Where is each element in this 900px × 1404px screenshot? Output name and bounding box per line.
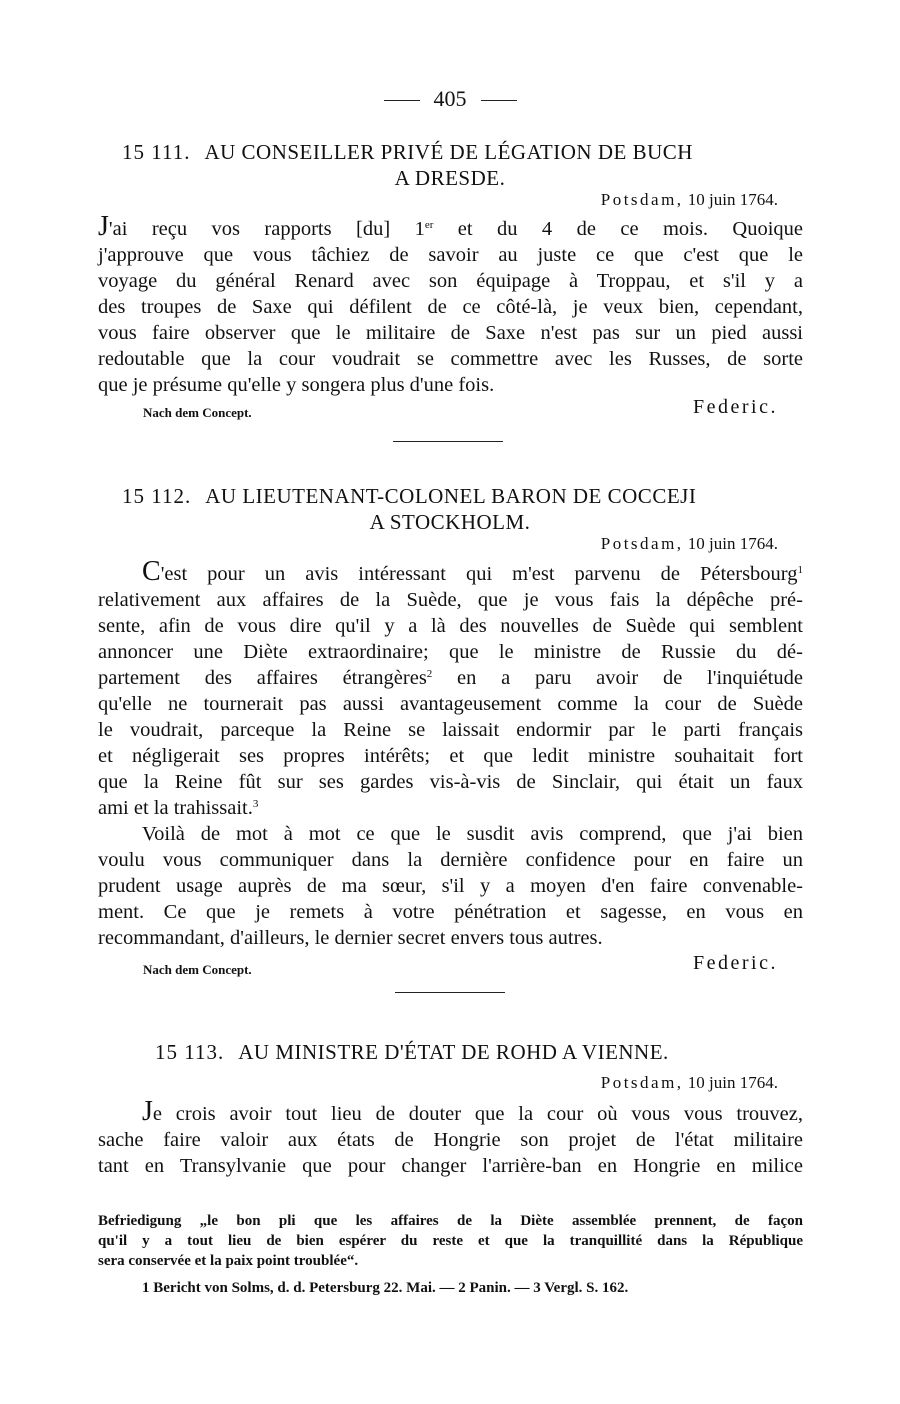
letter-number: 15 112. bbox=[122, 484, 192, 508]
text-line: vous faire observer que le militaire de Saxe n'est pas sur un pied aussi bbox=[98, 322, 803, 344]
text-line: ment. Ce que je remets à votre pénétration et sagesse, en vous en bbox=[98, 901, 803, 923]
divider bbox=[384, 100, 420, 101]
letter-title-line2: A DRESDE. bbox=[394, 166, 506, 190]
letter-number: 15 111. bbox=[122, 140, 191, 164]
page-number: 405 bbox=[433, 86, 467, 111]
text-line: J'ai reçu vos rapports [du] 1er et du 4 de ce mois. Quoique bbox=[98, 211, 803, 242]
letter-title-line2: A STOCKHOLM. bbox=[369, 510, 531, 534]
letter-title: AU MINISTRE D'ÉTAT DE ROHD A VIENNE. bbox=[238, 1040, 669, 1064]
text-line: Voilà de mot à mot ce que le susdit avis comprend, que j'ai bien bbox=[142, 823, 803, 845]
text-line: sache faire valoir aux états de Hongrie son projet de l'état militaire bbox=[98, 1129, 803, 1151]
text-line: qu'elle ne tournerait pas aussi avantageusement comme la cour de Suède bbox=[98, 693, 803, 715]
text-line: ami et la trahissait.$^3$ bbox=[98, 797, 259, 819]
source-note: Nach dem Concept. bbox=[143, 405, 252, 420]
footnote-references: 1 Bericht von Solms, d. d. Petersburg 22. Mai. — 2 Panin. — 3 Vergl. S. 162. bbox=[142, 1280, 629, 1296]
signature: Federic. bbox=[693, 396, 778, 418]
letter-heading bbox=[122, 484, 696, 509]
source-note: Nach dem Concept. bbox=[143, 962, 252, 977]
text-line: C'est pour un avis intéressant qui m'est parvenu de Pétersbourg$^1$ bbox=[142, 556, 803, 587]
text-line: relativement aux affaires de la Suède, que je vous fais la dépêche pré- bbox=[98, 589, 803, 611]
letter-title: AU CONSEILLER PRIVÉ DE LÉGATION DE BUCH bbox=[204, 140, 693, 164]
text-line: partement des affaires étrangères$^2$ en a paru avoir de l'inquiétude bbox=[98, 667, 803, 689]
letter-heading bbox=[155, 1040, 669, 1065]
text-line: Je crois avoir tout lieu de douter que la cour où vous vous trouvez, bbox=[142, 1096, 803, 1127]
section-separator bbox=[393, 441, 503, 442]
text-line: j'approuve que vous tâchiez de savoir au juste ce que c'est que le bbox=[98, 244, 803, 266]
dateline-place: Potsdam, bbox=[600, 190, 684, 209]
text-line: voulu vous communiquer dans la dernière confidence pour en faire un bbox=[98, 849, 803, 871]
text-line: des troupes de Saxe qui défilent de ce côté-là, je veux bien, cependant, bbox=[98, 296, 803, 318]
text-line: que la Reine fût sur ses gardes vis-à-vis de Sinclair, qui était un faux bbox=[98, 771, 803, 793]
text-line: prudent usage auprès de ma sœur, s'il y a moyen d'en faire convenable- bbox=[98, 875, 803, 897]
dateline-date: 10 juin 1764. bbox=[687, 190, 778, 209]
letter-dateline bbox=[601, 1073, 778, 1093]
text-line: le voudrait, parceque la Reine se laissait endormir par le parti français bbox=[98, 719, 803, 741]
section-separator bbox=[395, 992, 505, 993]
text-line: que je présume qu'elle y songera plus d'une fois. bbox=[98, 374, 495, 396]
letter-title: AU LIEUTENANT-COLONEL BARON DE COCCEJI bbox=[205, 484, 697, 508]
letter-dateline bbox=[601, 534, 778, 554]
dateline-place: Potsdam, bbox=[600, 534, 684, 553]
footnote-line: sera conservée et la paix point troublée“. bbox=[98, 1253, 359, 1269]
text-line: tant en Transylvanie que pour changer l'arrière-ban en Hongrie en milice bbox=[98, 1155, 803, 1177]
letter-heading bbox=[122, 140, 693, 165]
divider bbox=[481, 100, 517, 101]
text-line: et négligerait ses propres intérêts; et que ledit ministre souhaitait fort bbox=[98, 745, 803, 767]
text-line: annoncer une Diète extraordinaire; que le ministre de Russie du dé- bbox=[98, 641, 803, 663]
text-line: voyage du général Renard avec son équipage à Troppau, et s'il y a bbox=[98, 270, 803, 292]
text-line: sente, afin de vous dire qu'il y a là des nouvelles de Suède qui semblent bbox=[98, 615, 803, 637]
letter-dateline bbox=[601, 190, 778, 210]
dateline-date: 10 juin 1764. bbox=[687, 534, 778, 553]
text-line: recommandant, d'ailleurs, le dernier secret envers tous autres. bbox=[98, 927, 603, 949]
page-number-header bbox=[0, 86, 900, 112]
signature: Federic. bbox=[693, 952, 778, 974]
footnote-line: Befriedigung „le bon pli que les affaires de la Diète assemblée prennent, de façon bbox=[98, 1213, 803, 1229]
dateline-place: Potsdam, bbox=[600, 1073, 684, 1092]
footnote-line: qu'il y a tout lieu de bien espérer du reste et que la tranquillité dans la République bbox=[98, 1233, 803, 1249]
letter-number: 15 113. bbox=[155, 1040, 225, 1064]
text-line: redoutable que la cour voudrait se commettre avec les Russes, de sorte bbox=[98, 348, 803, 370]
dateline-date: 10 juin 1764. bbox=[687, 1073, 778, 1092]
